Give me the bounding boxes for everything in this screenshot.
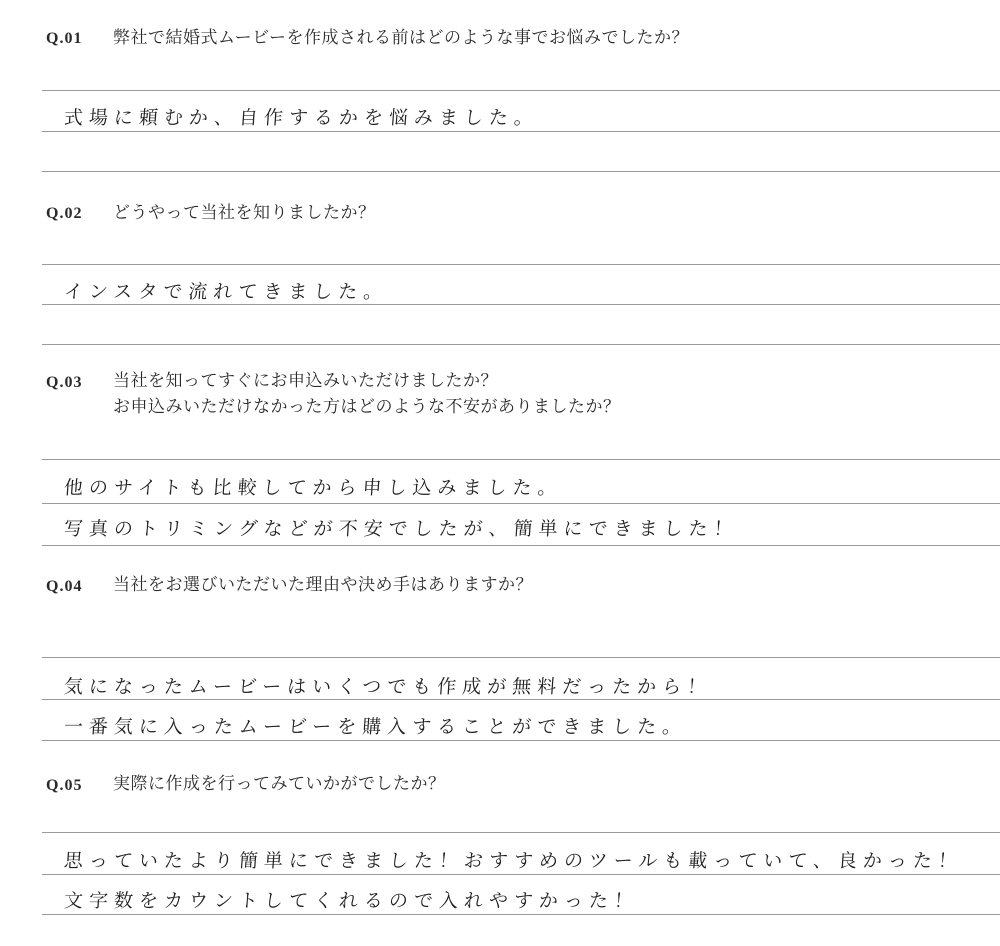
answer-line (42, 131, 1000, 132)
question-number: Q.03 (46, 374, 83, 391)
question-text: 当社をお選びいただいた理由や決め手はありますか？ (113, 575, 533, 595)
answer-text: 気になったムービーはいくつでも作成が無料だったから！ (63, 676, 713, 698)
answer-text: 式場に頼むか、自作するかを悩みました。 (63, 107, 540, 129)
answer-text: インスタで流れてきました。 (63, 281, 390, 303)
question-text: 弊社で結婚式ムービーを作成される前はどのような事でお悩みでしたか？ (113, 28, 689, 48)
answer-line (42, 459, 1000, 460)
answer-text: 文字数をカウントしてくれるので入れやすかった！ (63, 890, 640, 912)
answer-line (42, 344, 1000, 345)
answer-line (42, 264, 1000, 265)
answer-line (42, 740, 1000, 741)
answer-line (42, 545, 1000, 546)
question-text: どうやって当社を知りましたか？ (113, 203, 376, 223)
question-number: Q.02 (46, 205, 83, 222)
answer-line (42, 503, 1000, 504)
answer-text: 写真のトリミングなどが不安でしたが、簡単にできました！ (63, 518, 740, 540)
answer-line (42, 171, 1000, 172)
question-text-line-2: お申込みいただけなかった方はどのような不安がありましたか？ (113, 397, 621, 417)
answer-line (42, 657, 1000, 658)
question-number: Q.04 (46, 578, 83, 595)
answer-text: 他のサイトも比較してから申し込みました。 (63, 477, 564, 499)
question-number: Q.05 (46, 777, 83, 794)
answer-line (42, 832, 1000, 833)
answer-line (42, 914, 1000, 915)
answer-line (42, 874, 1000, 875)
question-text-line-1: 当社を知ってすぐにお申込みいただけましたか？ (113, 371, 498, 391)
answer-text: 思っていたより簡単にできました！おすすめのツールも載っていて、良かった！ (63, 850, 964, 872)
answer-line (42, 90, 1000, 91)
question-text: 実際に作成を行ってみていかがでしたか？ (113, 774, 446, 794)
answer-line (42, 699, 1000, 700)
question-number: Q.01 (46, 30, 83, 47)
answer-text: 一番気に入ったムービーを購入することができました。 (63, 716, 688, 738)
answer-line (42, 304, 1000, 305)
